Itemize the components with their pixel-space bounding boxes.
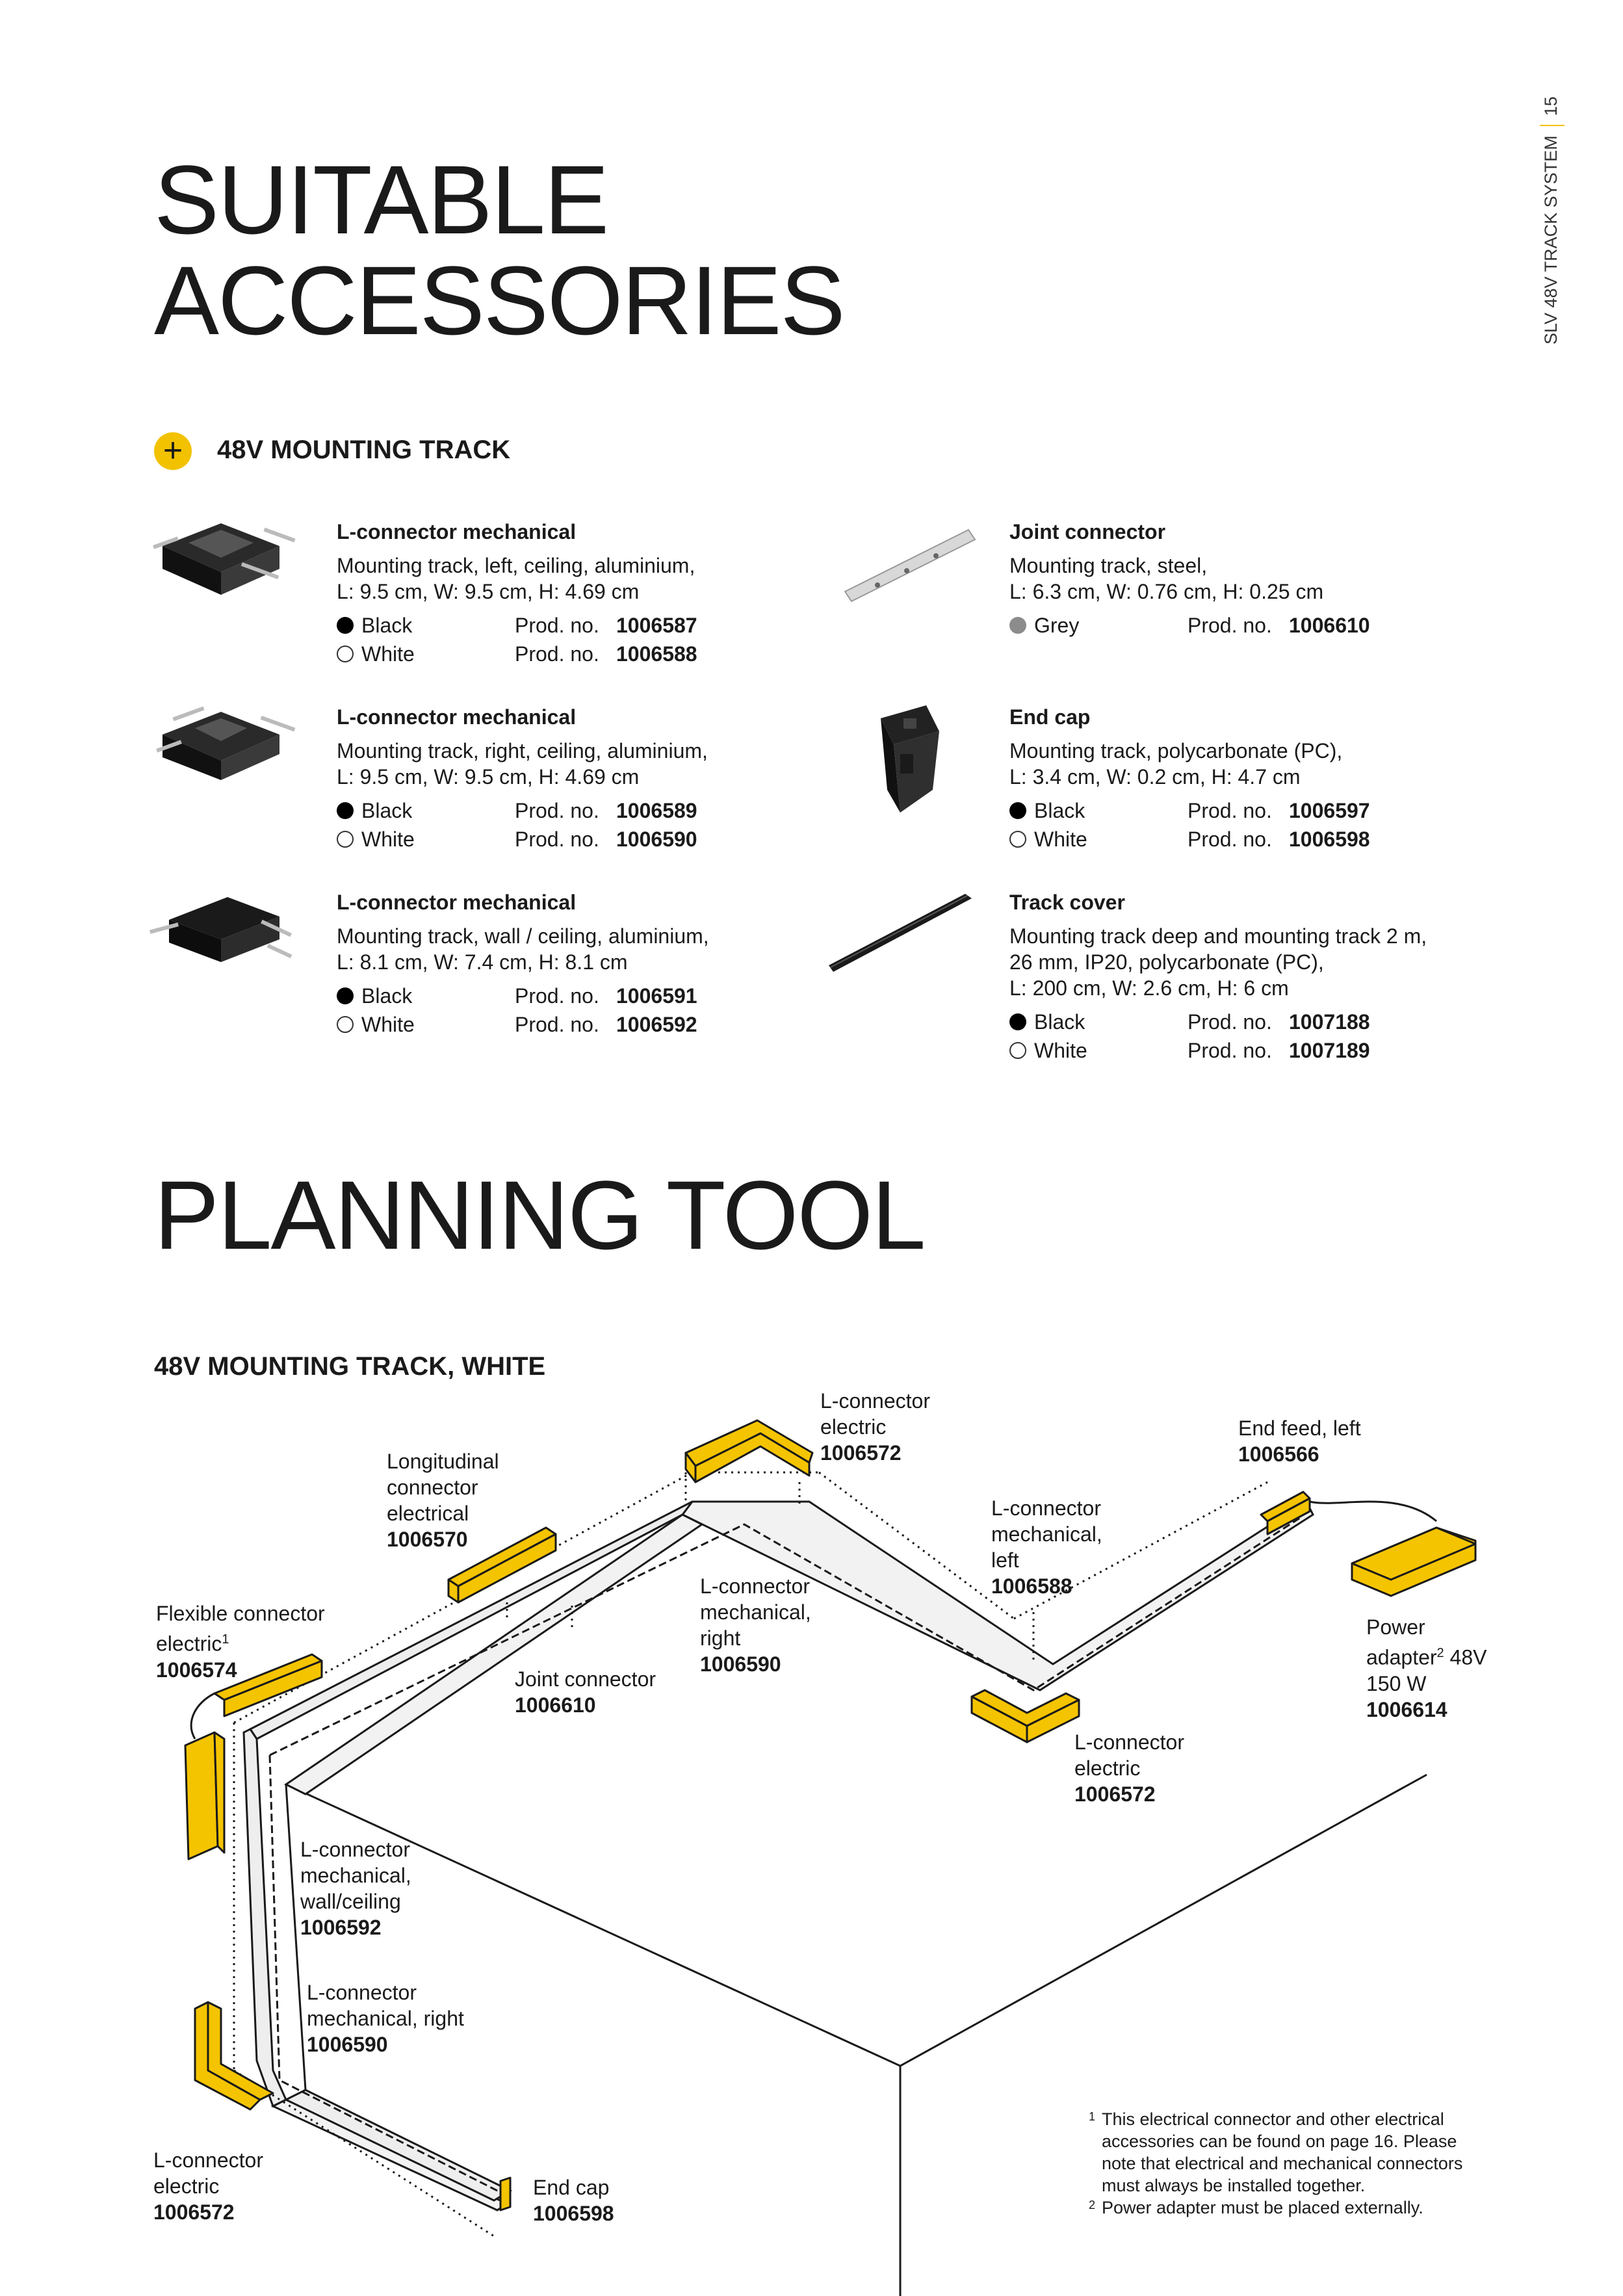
black-dot-icon <box>1009 1013 1026 1030</box>
footnote-line: must always be installed together. <box>1102 2176 1366 2195</box>
variant-row <box>1009 796 1464 825</box>
planning-subtitle: 48V MOUNTING TRACK, WHITE <box>154 1352 546 1381</box>
product-desc-line: L: 9.5 cm, W: 9.5 cm, H: 4.69 cm <box>337 765 640 789</box>
label-line: L-connector <box>820 1389 930 1413</box>
footnote-line: Power adapter must be placed externally. <box>1102 2198 1423 2217</box>
label-line: mechanical, <box>300 1864 411 1887</box>
label-line: Longitudinal <box>387 1450 499 1473</box>
catalog-name: SLV 48V TRACK SYSTEM <box>1541 135 1561 345</box>
label-prod-no: 1006598 <box>533 2202 614 2225</box>
black-dot-icon <box>1009 802 1026 819</box>
label-line: left <box>991 1548 1019 1572</box>
label-prod-no: 1006570 <box>387 1528 468 1551</box>
variant-row <box>337 825 792 854</box>
label-prod-no: 1006610 <box>515 1693 596 1717</box>
prod-no-label: Prod. no. <box>1188 1039 1272 1062</box>
label-line: L-connector <box>307 1981 417 2004</box>
variant-color: Black <box>1034 799 1085 822</box>
prod-no-label: Prod. no. <box>515 828 599 851</box>
section-title: 48V MOUNTING TRACK <box>217 436 511 464</box>
label-line: L-connector <box>300 1838 410 1861</box>
label-line: 48V <box>1444 1645 1487 1669</box>
label-l-connector-mechanical-wall <box>300 1836 411 1940</box>
product-desc-line: Mounting track, wall / ceiling, aluminium, <box>337 924 709 948</box>
label-line: Joint connector <box>515 1667 656 1691</box>
label-power-adapter <box>1366 1614 1487 1723</box>
label-prod-no: 1006572 <box>153 2200 235 2224</box>
label-line: L-connector <box>153 2148 263 2172</box>
product-desc-line: Mounting track, steel, <box>1009 554 1208 577</box>
label-line: mechanical, <box>700 1600 811 1624</box>
variant-color: Grey <box>1034 614 1080 637</box>
white-dot-icon <box>337 646 354 662</box>
product-name: L-connector mechanical <box>337 520 577 543</box>
label-l-connector-electric-top <box>820 1388 930 1466</box>
label-line: Power <box>1366 1615 1425 1639</box>
label-line: electric <box>1074 1756 1141 1780</box>
prod-no: 1006610 <box>1289 614 1370 637</box>
label-prod-no: 1006572 <box>1074 1782 1156 1806</box>
product-desc-line: L: 3.4 cm, W: 0.2 cm, H: 4.7 cm <box>1009 765 1301 789</box>
footnote-mark: 1 <box>222 1632 229 1647</box>
label-prod-no: 1006588 <box>991 1574 1072 1598</box>
prod-no-label: Prod. no. <box>515 614 599 637</box>
label-prod-no: 1006566 <box>1238 1442 1319 1466</box>
product-block <box>337 889 792 1039</box>
footnote-mark: 2 <box>1436 1646 1444 1660</box>
prod-no: 1006597 <box>1289 799 1370 822</box>
label-prod-no: 1006590 <box>307 2033 388 2056</box>
l-connector-left-image <box>149 507 305 611</box>
label-l-connector-mechanical-left <box>991 1495 1102 1599</box>
footnotes <box>1089 2108 1505 2219</box>
product-block <box>337 704 792 854</box>
prod-no: 1006589 <box>616 799 697 822</box>
product-desc-line: Mounting track, left, ceiling, aluminium, <box>337 554 695 577</box>
plus-icon: + <box>154 432 192 470</box>
prod-no-label: Prod. no. <box>1188 828 1272 851</box>
title-line-2: ACCESSORIES <box>154 246 844 355</box>
prod-no-label: Prod. no. <box>1188 799 1272 822</box>
prod-no: 1006598 <box>1289 828 1370 851</box>
product-desc-line: L: 200 cm, W: 2.6 cm, H: 6 cm <box>1009 976 1289 1000</box>
label-line: electric <box>153 2174 220 2198</box>
page-number: 15 <box>1541 96 1561 116</box>
product-desc-line: Mounting track, polycarbonate (PC), <box>1009 739 1343 763</box>
variant-row <box>337 1010 792 1039</box>
label-prod-no: 1006590 <box>700 1652 781 1676</box>
product-desc-line: L: 9.5 cm, W: 9.5 cm, H: 4.69 cm <box>337 580 640 603</box>
product-name: End cap <box>1009 705 1091 729</box>
product-name: Track cover <box>1009 891 1125 914</box>
label-line: wall/ceiling <box>300 1890 401 1913</box>
product-desc-line: L: 6.3 cm, W: 0.76 cm, H: 0.25 cm <box>1009 580 1324 603</box>
variant-color: Black <box>361 799 413 822</box>
label-line: adapter <box>1366 1645 1437 1669</box>
label-flexible-connector <box>156 1600 325 1683</box>
footnote-line: note that electrical and mechanical connectors <box>1102 2154 1463 2173</box>
variant-color: White <box>361 828 415 851</box>
label-longitudinal-connector <box>387 1448 499 1552</box>
product-block <box>1009 519 1464 640</box>
product-name: L-connector mechanical <box>337 705 577 729</box>
label-line: mechanical, right <box>307 2007 464 2030</box>
prod-no: 1007189 <box>1289 1039 1370 1062</box>
black-dot-icon <box>337 987 354 1004</box>
label-line: right <box>700 1626 741 1650</box>
label-line: End cap <box>533 2176 610 2199</box>
label-line: mechanical, <box>991 1522 1102 1546</box>
variant-row <box>1009 825 1464 854</box>
variant-color: White <box>1034 1039 1087 1062</box>
prod-no: 1006591 <box>616 984 697 1008</box>
label-line: L-connector <box>700 1574 810 1598</box>
label-l-connector-electric-bottom <box>153 2147 263 2225</box>
product-desc-line: 26 mm, IP20, polycarbonate (PC), <box>1009 950 1324 974</box>
track-dashed-line <box>270 1755 504 2194</box>
prod-no-label: Prod. no. <box>515 984 599 1008</box>
l-connector-wall-image <box>149 881 305 985</box>
prod-no: 1006587 <box>616 614 697 637</box>
variant-color: Black <box>361 984 413 1008</box>
black-dot-icon <box>337 617 354 634</box>
label-line: Flexible connector <box>156 1602 325 1625</box>
product-name: L-connector mechanical <box>337 891 577 914</box>
header-divider <box>1540 125 1565 126</box>
label-l-connector-electric-mid <box>1074 1729 1184 1807</box>
variant-row <box>1009 1008 1503 1036</box>
prod-no-label: Prod. no. <box>515 642 599 666</box>
prod-no-label: Prod. no. <box>1188 614 1272 637</box>
product-name: Joint connector <box>1009 520 1166 543</box>
prod-no-label: Prod. no. <box>1188 1010 1272 1034</box>
footnote-2 <box>1089 2197 1505 2219</box>
footnote-line: This electrical connector and other electrical <box>1102 2109 1444 2129</box>
label-l-connector-mechanical-right <box>700 1573 811 1677</box>
title-line-1: SUITABLE <box>154 145 608 254</box>
product-block <box>1009 704 1464 854</box>
label-line: 150 W <box>1366 1671 1427 1695</box>
prod-no: 1007188 <box>1289 1010 1370 1034</box>
label-prod-no: 1006592 <box>300 1916 382 1939</box>
prod-no: 1006590 <box>616 828 697 851</box>
label-prod-no: 1006614 <box>1366 1697 1448 1721</box>
variant-row <box>337 982 792 1010</box>
l-connector-right-image <box>149 692 305 796</box>
footnote-mark: 1 <box>1089 2110 1096 2123</box>
variant-color: Black <box>361 614 413 637</box>
product-desc-line: Mounting track, right, ceiling, aluminium, <box>337 739 708 763</box>
variant-row <box>1009 611 1464 640</box>
variant-color: Black <box>1034 1010 1085 1034</box>
side-header <box>1529 39 1573 345</box>
label-line: L-connector <box>991 1496 1101 1520</box>
variant-row <box>1009 1036 1503 1065</box>
product-block <box>337 519 792 668</box>
variant-row <box>337 611 792 640</box>
variant-color: White <box>361 642 415 666</box>
footnote-mark: 2 <box>1089 2198 1096 2211</box>
label-joint-connector <box>515 1666 656 1718</box>
label-line: electric <box>820 1415 887 1439</box>
footnote-line: accessories can be found on page 16. Please <box>1102 2132 1457 2151</box>
white-dot-icon <box>337 831 354 848</box>
footnote-1 <box>1089 2108 1505 2197</box>
product-desc-line: Mounting track deep and mounting track 2 m, <box>1009 924 1427 948</box>
black-dot-icon <box>337 802 354 819</box>
end-cap-image <box>855 692 952 822</box>
track-cover-image <box>825 884 975 975</box>
grey-dot-icon <box>1009 617 1026 634</box>
prod-no: 1006588 <box>616 642 697 666</box>
label-l-connector-mechanical-right-bottom <box>307 1979 464 2057</box>
prod-no-label: Prod. no. <box>515 799 599 822</box>
label-line: electric <box>156 1632 222 1656</box>
label-line: End feed, left <box>1238 1416 1361 1440</box>
variant-row <box>337 640 792 668</box>
label-end-feed <box>1238 1415 1361 1467</box>
label-end-cap <box>533 2174 614 2226</box>
product-desc-line: L: 8.1 cm, W: 7.4 cm, H: 8.1 cm <box>337 950 628 974</box>
label-prod-no: 1006572 <box>820 1441 902 1465</box>
label-line: L-connector <box>1074 1730 1184 1754</box>
product-block <box>1009 889 1503 1065</box>
white-dot-icon <box>337 1016 354 1033</box>
white-dot-icon <box>1009 1042 1026 1059</box>
variant-row <box>337 796 792 825</box>
variant-color: White <box>1034 828 1087 851</box>
page-title <box>154 145 844 355</box>
side-header-text <box>1529 39 1573 345</box>
variant-color: White <box>361 1013 415 1036</box>
label-prod-no: 1006574 <box>156 1658 237 1682</box>
label-line: electrical <box>387 1502 469 1525</box>
prod-no-label: Prod. no. <box>515 1013 599 1036</box>
white-dot-icon <box>1009 831 1026 848</box>
label-line: connector <box>387 1476 478 1499</box>
planning-title: PLANNING TOOL <box>154 1160 925 1270</box>
joint-connector-image <box>838 514 981 618</box>
prod-no: 1006592 <box>616 1013 697 1036</box>
